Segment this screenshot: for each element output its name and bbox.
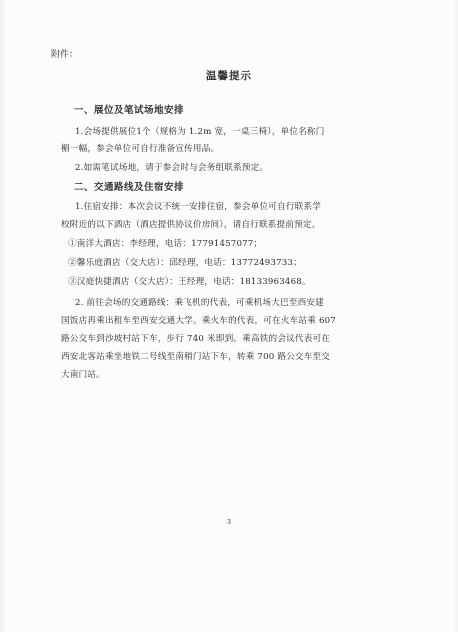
route-line-3: 路公交车到沙坡村站下车，步行 740 米即到。乘高铁的会议代表可在 [61, 334, 331, 344]
route-line-1: 2. 前往会场的交通路线：乘飞机的代表，可乘机场大巴至西安建 [75, 298, 324, 308]
section-heading-booth: 一、展位及笔试场地安排 [74, 105, 185, 116]
page-number: 3 [227, 519, 231, 526]
hotel-contact-2: ②馨乐庭酒店（交大店）：邱经理，电话：13772493733； [68, 258, 302, 268]
booth-item-1-line-2: 楣一幅，参会单位可自行准备宣传用品。 [61, 144, 220, 154]
section-heading-transport: 二、交通路线及住宿安排 [74, 182, 185, 193]
document-title: 温馨提示 [206, 70, 252, 82]
scan-shadow-left [0, 0, 6, 632]
route-line-5: 大南门站。 [61, 370, 105, 380]
booth-item-1-line-1: 1.会场提供展位1个（规格为 1.2m 宽，一桌三椅），单位名称门 [75, 127, 325, 137]
scan-shadow-right [452, 0, 458, 632]
route-line-4: 西安北客站乘坐地铁二号线至南稍门站下车，转乘 700 路公交车至交 [61, 352, 331, 362]
route-line-2: 国饭店再乘出租车至西安交通大学。乘火车的代表，可在火车站乘 607 [61, 316, 336, 326]
hotel-contact-1: ①南洋大酒店：李经理，电话：17791457077； [68, 239, 263, 249]
hotel-contact-3: ③汉庭快捷酒店（交大店）：王经理，电话：18133963468。 [68, 277, 311, 287]
lodging-line-2: 校附近的以下酒店（酒店提供协议价房间），请自行联系提前预定。 [61, 220, 321, 230]
booth-item-2: 2.如需笔试场地，请于参会时与会务组联系预定。 [75, 163, 269, 173]
lodging-line-1: 1.住宿安排：本次会议不统一安排住宿，参会单位可自行联系学 [75, 202, 322, 212]
attachment-label: 附件： [51, 50, 79, 60]
